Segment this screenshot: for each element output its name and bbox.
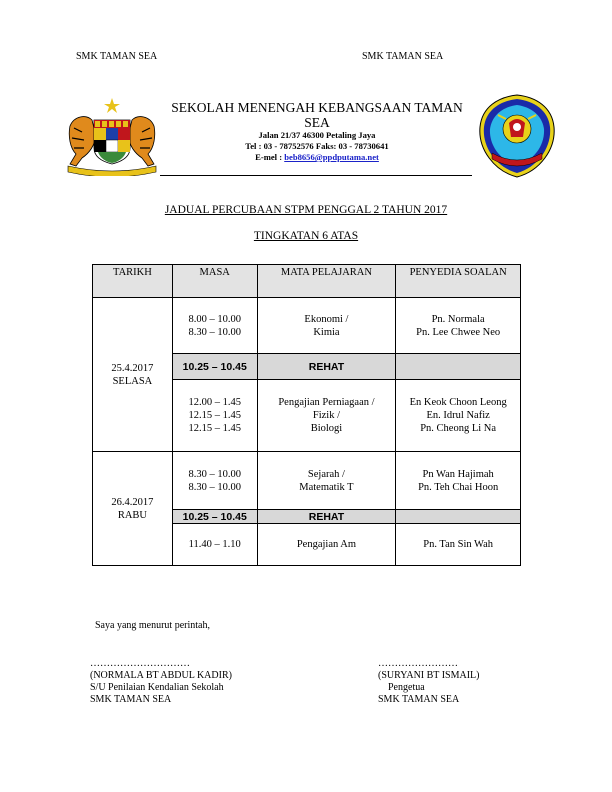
col-header-date: TARIKH	[93, 265, 173, 298]
header-school-right: SMK TAMAN SEA	[362, 51, 444, 62]
signatory-name: (NORMALA BT ABDUL KADIR)	[90, 670, 232, 681]
weekday-day2: RABU	[117, 509, 148, 521]
letterhead-divider	[160, 175, 472, 176]
setter-cell	[396, 298, 521, 354]
col-header-subject: MATA PELAJARAN	[257, 265, 396, 298]
break-label: REHAT	[257, 510, 396, 524]
email-link[interactable]: beb8656@ppdputama.net	[284, 152, 379, 162]
signature-dots: ……………………	[378, 658, 458, 669]
break-time: 10.25 – 10.45	[172, 354, 257, 380]
setter-value: Pn. Normala	[431, 313, 485, 325]
subject-value: Sejarah /	[307, 468, 345, 480]
signature-dots: …………………………	[90, 658, 190, 669]
subject-cell	[257, 452, 396, 510]
time-value: 8.30 – 10.00	[188, 326, 241, 338]
time-value: 12.15 – 1.45	[188, 423, 241, 434]
subject-value: Ekonomi /	[304, 313, 349, 325]
setter-value: En Keok Choon Leong	[409, 397, 507, 408]
document-title: JADUAL PERCUBAAN STPM PENGGAL 2 TAHUN 2017	[164, 204, 448, 216]
header-school-left: SMK TAMAN SEA	[76, 51, 158, 62]
break-label: REHAT	[257, 354, 396, 380]
table-header-row	[93, 265, 521, 298]
setter-cell	[396, 380, 521, 452]
time-value: 8.30 – 10.00	[188, 468, 241, 480]
malaysia-coat-of-arms-logo	[62, 96, 162, 176]
col-header-setter: PENYEDIA SOALAN	[396, 265, 521, 298]
date-day1: 25.4.2017	[111, 362, 154, 374]
subject-cell: Pengajian Am	[257, 524, 396, 566]
setter-cell: Pn. Tan Sin Wah	[396, 524, 521, 566]
time-cell	[172, 298, 257, 354]
subject-value: Pengajian Perniagaan /	[278, 397, 375, 408]
time-cell	[172, 452, 257, 510]
school-email-line	[162, 152, 472, 163]
date-cell-day2	[93, 452, 173, 566]
setter-value: Pn. Lee Chwee Neo	[416, 326, 501, 338]
form-title: TINGKATAN 6 ATAS	[253, 230, 359, 242]
table-row	[93, 452, 521, 510]
school-name-line2: SEA	[304, 115, 330, 130]
letterhead	[162, 100, 472, 163]
table-row	[93, 298, 521, 354]
time-value: 8.00 – 10.00	[188, 313, 241, 325]
time-value: 12.00 – 1.45	[188, 397, 241, 408]
signature-right	[378, 658, 480, 706]
school-phone-fax: Tel : 03 - 78752576 Faks: 03 - 78730641	[245, 141, 389, 151]
signatory-role: S/U Penilaian Kendalian Sekolah	[90, 682, 224, 693]
subject-value: Biologi	[310, 423, 343, 434]
time-value: 8.30 – 10.00	[188, 481, 241, 493]
subject-value: Kimia	[313, 326, 340, 338]
break-time: 10.25 – 10.45	[172, 510, 257, 524]
setter-value: En. Idrul Nafiz	[426, 410, 490, 421]
email-label: E-mel :	[255, 152, 285, 162]
setter-cell	[396, 452, 521, 510]
setter-value: Pn. Cheong Li Na	[420, 423, 497, 434]
signatory-name: (SURYANI BT ISMAIL)	[378, 670, 480, 681]
subject-cell	[257, 298, 396, 354]
time-cell	[172, 380, 257, 452]
exam-schedule-table	[92, 264, 521, 566]
break-empty-cell	[396, 510, 521, 524]
date-cell-day1	[93, 298, 173, 452]
date-day2: 26.4.2017	[111, 496, 154, 508]
break-empty-cell	[396, 354, 521, 380]
signatory-school: SMK TAMAN SEA	[378, 694, 460, 705]
closing-line: Saya yang menurut perintah,	[95, 620, 210, 631]
setter-value: Pn Wan Hajimah	[422, 468, 494, 480]
signatory-role: Pengetua	[388, 682, 425, 693]
time-cell: 11.40 – 1.10	[172, 524, 257, 566]
subject-cell	[257, 380, 396, 452]
signature-left	[90, 658, 232, 706]
school-name-line1: SEKOLAH MENENGAH KEBANGSAAN TAMAN	[171, 100, 463, 115]
weekday-day1: SELASA	[112, 375, 153, 387]
school-address: Jalan 21/37 46300 Petaling Jaya	[258, 130, 376, 140]
school-crest-logo	[478, 93, 556, 179]
subject-value: Fizik /	[312, 410, 341, 421]
signatory-school: SMK TAMAN SEA	[90, 694, 172, 705]
time-value: 12.15 – 1.45	[188, 410, 241, 421]
subject-value: Matematik T	[299, 481, 354, 493]
setter-value: Pn. Teh Chai Hoon	[418, 481, 499, 493]
col-header-time: MASA	[172, 265, 257, 298]
